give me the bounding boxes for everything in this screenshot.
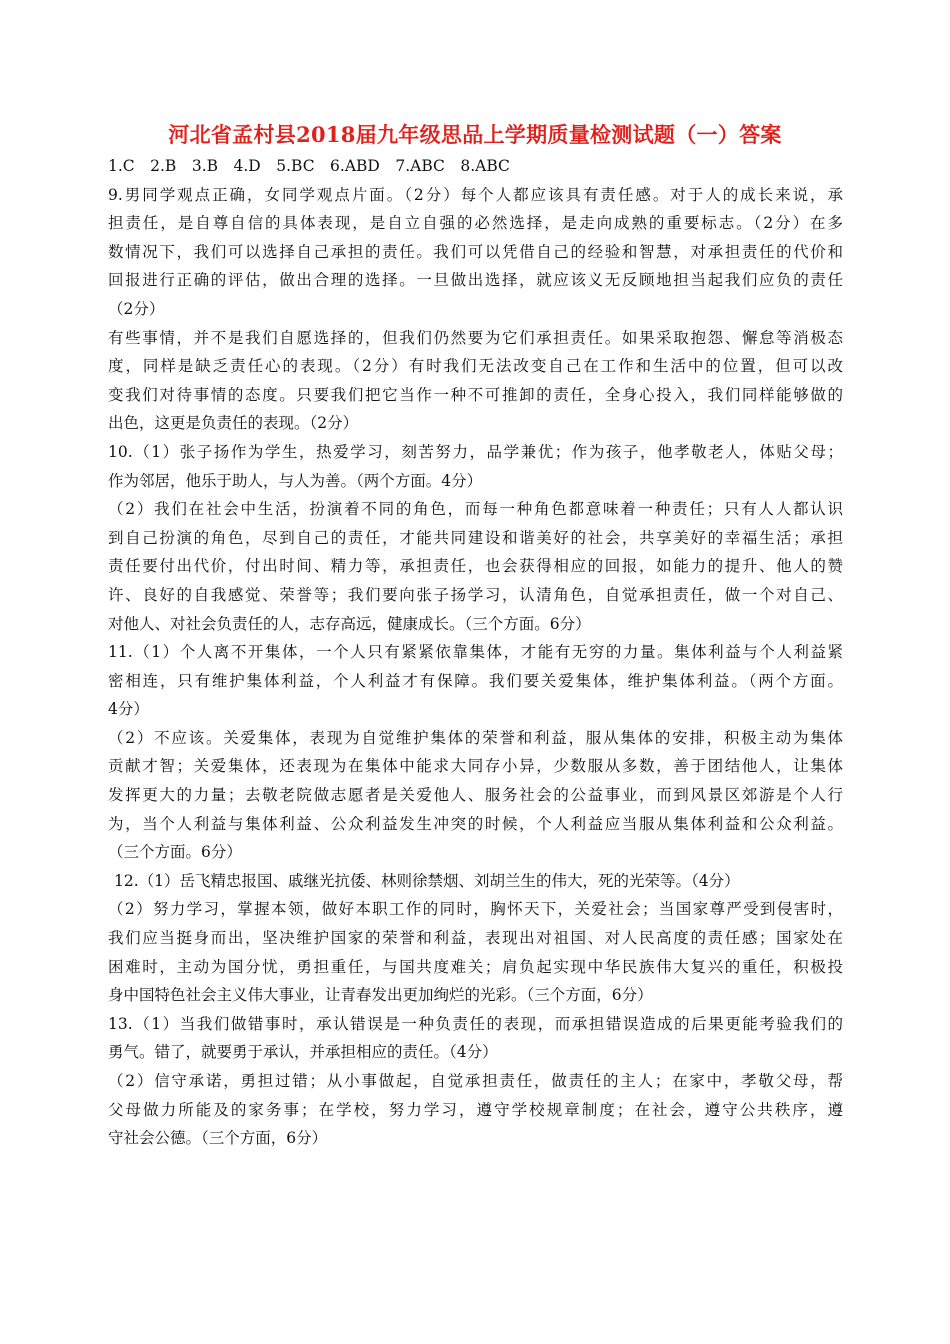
answer-line: 9.男同学观点正确，女同学观点片面。（2分）每个人都应该具有责任感。对于人的成长来说，承 [108, 185, 843, 204]
answer-line: 担责任，是自尊自信的具体表现，是自立自强的必然选择，是走向成熟的重要标志。（2分）在多 [108, 214, 843, 233]
answer-line: （2）信守承诺，勇担过错；从小事做起，自觉承担责任，做责任的主人；在家中，孝敬父母，帮 [108, 1072, 843, 1090]
answer-line: 11.（1）个人离不开集体，一个人只有紧紧依靠集体，才能有无穷的力量。集体利益与个人利益紧 [108, 643, 843, 662]
answer-line: 4分） [108, 700, 149, 719]
answer-line: 10.（1）张子扬作为学生，热爱学习，刻苦努力，品学兼优；作为孩子，他孝敬老人，体贴父母； [108, 442, 843, 461]
answer-line: 数情况下，我们可以选择自己承担的责任。我们可以凭借自己的经验和智慧，对承担责任的代价和 [108, 242, 843, 261]
answer-line: 出色，这更是负责任的表现。（2分） [108, 414, 359, 433]
answer-line: （三个方面。6分） [108, 843, 242, 862]
answer-line: 到自己扮演的角色，尽到自己的责任，才能共同建设和谐美好的社会，共享美好的幸福生活；承担 [108, 528, 843, 547]
answer-line: 1.C 2.B 3.B 4.D 5.BC 6.ABD 7.ABC 8.ABC [108, 157, 510, 175]
answer-line: 父母做力所能及的家务事；在学校，努力学习，遵守学校规章制度；在社会，遵守公共秩序，遵 [108, 1100, 843, 1119]
answer-line: 困难时，主动为国分忧，勇担重任，与国共度难关；肩负起实现中华民族伟大复兴的重任，积极投 [108, 957, 843, 976]
answer-line: 发挥更大的力量；去敬老院做志愿者是关爱他人、服务社会的公益事业，而到风景区郊游是个人行 [108, 786, 843, 805]
answer-line: 作为邻居，他乐于助人，与人为善。（两个方面。4分） [108, 471, 483, 490]
answer-line: 守社会公德。（三个方面，6分） [108, 1129, 328, 1148]
answer-line: 度，同样是缺乏责任心的表现。（2分）有时我们无法改变自己在工作和生活中的位置，但可以改 [108, 357, 843, 376]
answer-line: （2）我们在社会中生活，扮演着不同的角色，而每一种角色都意味着一种责任；只有人人都认识 [108, 500, 843, 519]
answer-line: 为，当个人利益与集体利益、公众利益发生冲突的时候，个人利益应当服从集体利益和公众利益。 [108, 814, 843, 833]
answer-line: 变我们对待事情的态度。只要我们把它当作一种不可推卸的责任，全身心投入，我们同样能够做的 [108, 385, 843, 404]
answer-body [108, 152, 843, 1153]
answer-line: （2）不应该。关爱集体，表现为自觉维护集体的荣誉和利益，服从集体的安排，积极主动为集体 [108, 728, 843, 747]
answer-line: 许、良好的自我感觉、荣誉等；我们要向张子扬学习，认清角色，自觉承担责任，做一个对自己、 [108, 585, 843, 604]
answer-line: 13.（1）当我们做错事时，承认错误是一种负责任的表现，而承担错误造成的后果更能考验我们的 [108, 1014, 843, 1033]
answer-line: （2分） [108, 299, 165, 318]
answer-line: （2）努力学习，掌握本领，做好本职工作的同时，胸怀天下，关爱社会；当国家尊严受到侵害时， [108, 900, 843, 919]
answer-line: 我们应当挺身而出，坚决维护国家的荣誉和利益，表现出对祖国、对人民高度的责任感；国家处在 [108, 929, 843, 948]
answer-line: 贡献才智；关爱集体，还表现为在集体中能求大同存小异，少数服从多数，善于团结他人，让集体 [108, 757, 843, 776]
answer-line: 12.（1）岳飞精忠报国、戚继光抗倭、林则徐禁烟、刘胡兰生的伟大，死的光荣等。（4分） [114, 871, 740, 890]
answer-line: 密相连，只有维护集体利益，个人利益才有保障。我们要关爱集体，维护集体利益。（两个方面。 [108, 671, 843, 690]
answer-line: 有些事情，并不是我们自愿选择的，但我们仍然要为它们承担责任。如果采取抱怨、懈怠等消极态 [108, 328, 843, 347]
answer-line: 勇气。错了，就要勇于承认，并承担相应的责任。（4分） [108, 1043, 498, 1062]
document-title: 河北省孟村县2018届九年级思品上学期质量检测试题（一）答案 [168, 122, 782, 147]
answer-line: 回报进行正确的评估，做出合理的选择。一旦做出选择，就应该义无反顾地担当起我们应负的责任 [108, 271, 843, 290]
answer-line: 对他人、对社会负责任的人，志存高远，健康成长。（三个方面。6分） [108, 614, 591, 633]
answer-line: 责任要付出代价，付出时间、精力等，承担责任，也会获得相应的回报，如能力的提升、他人的赞 [108, 557, 843, 576]
answer-line: 身中国特色社会主义伟大事业，让青春发出更加绚烂的光彩。（三个方面，6分） [108, 986, 653, 1005]
